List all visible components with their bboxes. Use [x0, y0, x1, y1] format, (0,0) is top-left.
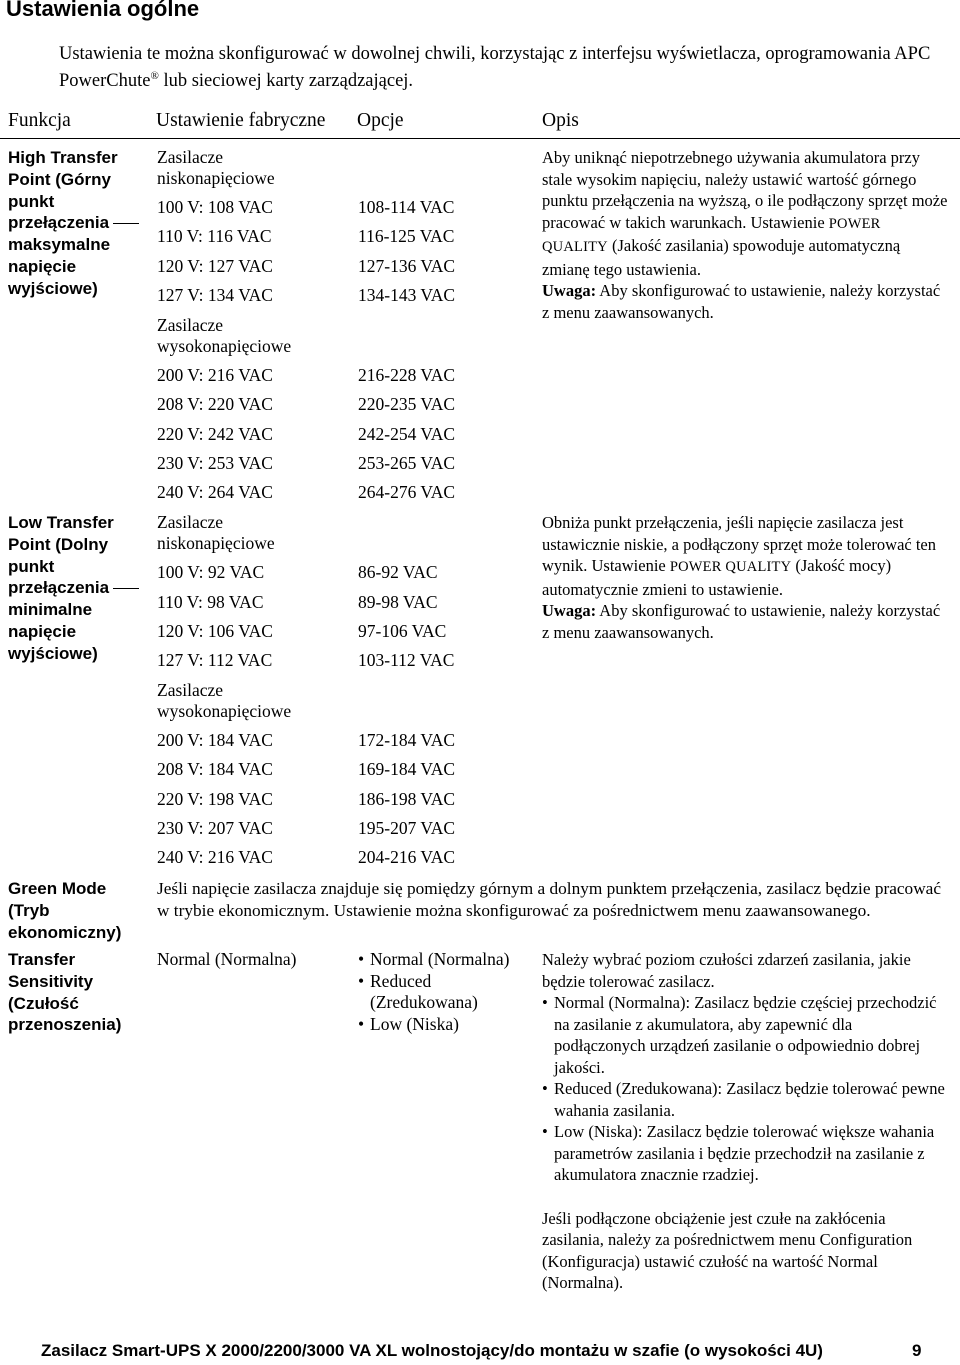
factory-value: 120 V: 106 VAC: [157, 621, 273, 641]
function-low-transfer: Low Transfer Point (Dolny punkt przełączenia minimalne napięcie wyjściowe): [8, 512, 148, 665]
factory-value: 220 V: 242 VAC: [157, 424, 273, 444]
note-label: Uwaga:: [542, 601, 597, 620]
option-value: 86-92 VAC: [358, 562, 438, 582]
factory-value: 200 V: 184 VAC: [157, 730, 273, 750]
bullet-icon: •: [542, 993, 548, 1012]
option-value: 204-216 VAC: [358, 847, 456, 867]
intro-text-2: lub sieciowej karty zarządzającej.: [158, 71, 414, 92]
description-bullets: [542, 992, 946, 1186]
option-value: 172-184 VAC: [358, 730, 456, 750]
dash-rule: [113, 223, 139, 224]
header-description: Opis: [542, 110, 579, 131]
factory-value: Normal (Normalna): [157, 949, 297, 969]
option-value: 216-228 VAC: [358, 365, 456, 385]
description-transfer-sensitivity: [542, 949, 946, 1294]
intro-paragraph: [59, 43, 949, 92]
factory-value: 100 V: 92 VAC: [157, 562, 265, 582]
header-rule: [0, 138, 960, 139]
list-item: • Reduced (Zredukowana): Zasilacz będzie tolerować pewne wahania zasilania.: [542, 1079, 945, 1120]
factory-value: 127 V: 134 VAC: [157, 285, 273, 305]
description-low-transfer: Obniża punkt przełączenia, jeśli napięcie zasilacza jest ustawicznie niskie, a podłączony sprzęt może tolerować ten wynik. Ustawienie POWER QUALITY (Jakość mocy) automatycznie zmieni to ustawienie. Uwaga: Aby skonfigurować to ustawienie, należy korzystać z menu zaawansowanych.: [542, 513, 941, 642]
page-title: Ustawienia ogólne: [6, 0, 200, 21]
group-label-high-voltage: Zasilacze wysokonapięciowe: [157, 680, 292, 721]
factory-value: 230 V: 207 VAC: [157, 818, 273, 838]
dash-rule: [113, 588, 139, 589]
group-label-low-voltage: Zasilacze niskonapięciowe: [157, 512, 275, 553]
group-label-high-voltage: Zasilacze wysokonapięciowe: [157, 315, 292, 356]
intro-text-1: Ustawienia te można skonfigurować w dowolnej chwili, korzystając z interfejsu wyświetlacza, oprogramowania APC PowerChute: [59, 44, 931, 92]
description-green-mode: Jeśli napięcie zasilacza znajduje się pomiędzy górnym a dolnym punktem przełączenia, zasilacz będzie pracować w trybie ekonomicznym. Ustawienie można skonfigurować za pośrednictwem menu zaawansowanego.: [157, 879, 942, 920]
option-value: 97-106 VAC: [358, 621, 447, 641]
options-list: [358, 949, 538, 1035]
option-value: 220-235 VAC: [358, 394, 456, 414]
option-value: 195-207 VAC: [358, 818, 456, 838]
option-value: 127-136 VAC: [358, 256, 456, 276]
option-value: 253-265 VAC: [358, 453, 456, 473]
group-label-low-voltage: Zasilacze niskonapięciowe: [157, 147, 275, 188]
factory-value: 200 V: 216 VAC: [157, 365, 273, 385]
description-outro: Jeśli podłączone obciążenie jest czułe na zakłócenia zasilania, należy za pośrednictwem menu Configuration (Konfiguracja) ustawić czułość na wartość Normal (Normalna).: [542, 1208, 913, 1292]
function-green-mode: Green Mode (Tryb ekonomiczny): [8, 879, 122, 942]
note-label: Uwaga:: [542, 281, 597, 300]
function-high-transfer: High Transfer Point (Górny punkt przełączenia maksymalne napięcie wyjściowe): [8, 147, 148, 300]
footer-text: Zasilacz Smart-UPS X 2000/2200/3000 VA XL wolnostojący/do montażu w szafie (o wysokości 4U): [41, 1341, 823, 1360]
list-item: • Reduced (Zredukowana): [358, 971, 538, 1014]
factory-value: 208 V: 184 VAC: [157, 759, 273, 779]
option-value: 89-98 VAC: [358, 592, 438, 612]
header-options: Opcje: [357, 110, 404, 131]
option-value: 242-254 VAC: [358, 424, 456, 444]
factory-value: 220 V: 198 VAC: [157, 789, 273, 809]
header-function: Funkcja: [8, 110, 71, 131]
bullet-icon: •: [542, 1079, 548, 1098]
option-value: 108-114 VAC: [358, 197, 455, 217]
option-value: 103-112 VAC: [358, 650, 455, 670]
factory-value: 120 V: 127 VAC: [157, 256, 273, 276]
power-quality-label: POWER QUALITY: [542, 215, 881, 255]
option-value: 264-276 VAC: [358, 482, 456, 502]
page-number: 9: [912, 1341, 922, 1360]
list-item: • Normal (Normalna): Zasilacz będzie częściej przechodzić na zasilanie z akumulatora, aby zapewnić dla podłączonych urządzeń zasilanie o odpowiednio dobrej jakości.: [542, 993, 937, 1077]
factory-value: 110 V: 98 VAC: [157, 592, 264, 612]
option-value: 186-198 VAC: [358, 789, 456, 809]
factory-value: 110 V: 116 VAC: [157, 226, 272, 246]
description-intro: Należy wybrać poziom czułości zdarzeń zasilania, jakie będzie tolerować zasilacz.: [542, 950, 911, 991]
option-value: 116-125 VAC: [358, 226, 455, 246]
factory-value: 208 V: 220 VAC: [157, 394, 273, 414]
description-high-transfer: Aby uniknąć niepotrzebnego używania akumulatora przy stale wysokim napięciu, należy ustawić wartość górnego punktu przełączenia na wyższą, o ile podłączony sprzęt może pracować w takich warunkach. Ustawienie POWER QUALITY (Jakość zasilania) spowoduje automatyczną zmianę tego ustawienia. Uwaga: Aby skonfigurować to ustawienie, należy korzystać z menu zaawansowanych.: [542, 148, 948, 322]
header-factory: Ustawienie fabryczne: [156, 110, 326, 131]
factory-value: 240 V: 264 VAC: [157, 482, 273, 502]
factory-value: 127 V: 112 VAC: [157, 650, 273, 670]
list-item: • Low (Niska): Zasilacz będzie tolerować większe wahania parametrów zasilania i będzie przechodził na zasilanie z akumulatora znacznie rzadziej.: [542, 1122, 935, 1184]
list-item: • Low (Niska): [358, 1014, 538, 1036]
power-quality-label: POWER QUALITY: [669, 559, 792, 575]
bullet-icon: •: [542, 1122, 548, 1141]
registered-mark: ®: [150, 70, 159, 82]
function-transfer-sensitivity: Transfer Sensitivity (Czułość przenoszenia): [8, 950, 122, 1035]
factory-value: 100 V: 108 VAC: [157, 197, 273, 217]
option-value: 134-143 VAC: [358, 285, 456, 305]
option-value: 169-184 VAC: [358, 759, 456, 779]
list-item: • Normal (Normalna): [358, 949, 538, 971]
factory-value: 230 V: 253 VAC: [157, 453, 273, 473]
factory-value: 240 V: 216 VAC: [157, 847, 273, 867]
